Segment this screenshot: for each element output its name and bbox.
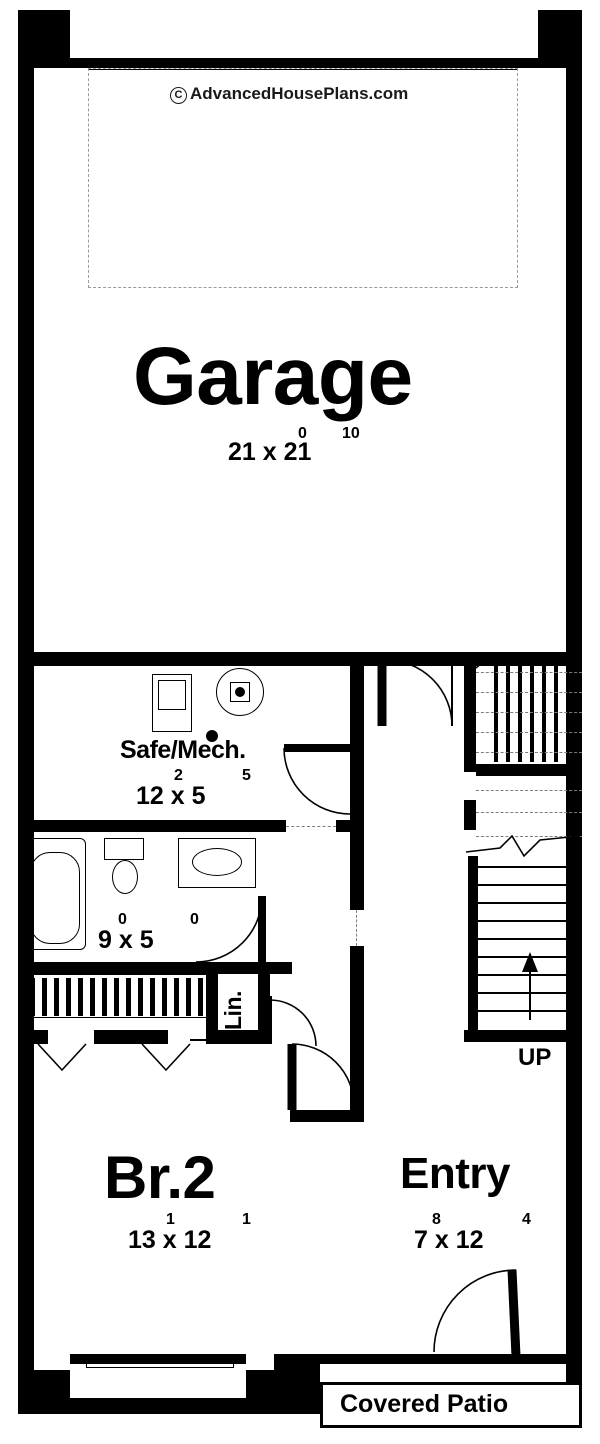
closet-hatch xyxy=(126,978,131,1016)
closet-hatch xyxy=(198,978,203,1016)
watermark-text: AdvancedHousePlans.com xyxy=(190,84,409,103)
stair-tread xyxy=(476,866,582,868)
stair-tread xyxy=(518,666,522,762)
door-bath-swing xyxy=(196,896,262,962)
wall-safe-right xyxy=(350,652,364,822)
stair-tread xyxy=(476,884,582,886)
stair-tread xyxy=(566,666,570,762)
watermark xyxy=(170,84,408,104)
stair-tread xyxy=(476,992,582,994)
safemech-dim-sup-1: 2 xyxy=(174,767,183,784)
door-safe-swing xyxy=(284,748,350,814)
closet-hatch xyxy=(54,978,59,1016)
safe-opening-dashed xyxy=(286,826,336,827)
closet-hatch xyxy=(114,978,119,1016)
bath-dim-sup-1: 0 xyxy=(118,911,127,928)
window-bottom-left xyxy=(86,1360,234,1368)
entry-dim-text: 7 x 12 xyxy=(414,1226,484,1254)
wall-stair-bottom xyxy=(464,1030,582,1042)
stair-guide-dashed xyxy=(476,790,582,791)
stair-guide-dashed xyxy=(476,812,582,813)
linen-room-name: Lin. xyxy=(220,991,246,1030)
wall-segment xyxy=(18,1370,70,1414)
door-garage-entry xyxy=(382,660,452,726)
stair-guide-dashed xyxy=(476,672,582,673)
entry-room-name: Entry xyxy=(400,1149,510,1198)
toilet-tank-icon xyxy=(104,838,144,860)
bath-dimensions xyxy=(98,928,154,953)
safemech-dimensions xyxy=(136,784,206,809)
stair-tread xyxy=(530,666,534,762)
entry-dim-sup-2: 4 xyxy=(522,1211,531,1228)
stair-guide-dashed xyxy=(476,752,582,753)
door-br2-swing xyxy=(292,1044,354,1110)
stair-tread xyxy=(542,666,546,762)
wall-linen-left xyxy=(206,968,218,1044)
safemech-dim-text: 12 x 5 xyxy=(136,782,206,810)
wall-bath-right xyxy=(350,832,364,910)
toilet-bowl-icon xyxy=(112,860,138,894)
wall-safe-bottom-2 xyxy=(336,820,364,832)
stair-tread xyxy=(476,920,582,922)
stair-up-label: UP xyxy=(518,1044,552,1071)
br2-dim-text: 13 x 12 xyxy=(128,1226,212,1254)
wall-safe-bottom xyxy=(18,820,286,832)
stair-tread xyxy=(506,666,510,762)
wall-closet-bottom-2 xyxy=(94,1030,168,1044)
closet-hatch xyxy=(78,978,83,1016)
door-entry-swing xyxy=(434,1270,516,1356)
br2-room-name: Br.2 xyxy=(104,1144,216,1211)
stair-tread xyxy=(476,1010,582,1012)
wall-exterior-left xyxy=(18,10,34,1414)
stair-tread xyxy=(494,666,498,762)
wall-segment xyxy=(320,1354,582,1364)
stair-guide-dashed xyxy=(476,732,582,733)
stair-guide-dashed xyxy=(476,712,582,713)
stair-tread xyxy=(476,974,582,976)
closet-hatch xyxy=(186,978,191,1016)
br2-dim-sup-1: 1 xyxy=(166,1211,175,1228)
safemech-dim-sup-2: 5 xyxy=(242,767,251,784)
wall-bath-right-2 xyxy=(350,946,364,1062)
wall-segment xyxy=(246,1370,274,1414)
wall-bath-bottom xyxy=(18,962,268,974)
wall-br2-right-2 xyxy=(290,1110,364,1122)
garage-dim-sup-2: 10 xyxy=(342,425,360,442)
stair-tread xyxy=(476,938,582,940)
stair-guide-dashed xyxy=(476,692,582,693)
closet-hatch xyxy=(66,978,71,1016)
closet-hatch xyxy=(138,978,143,1016)
wall-stair-left-2 xyxy=(464,800,476,830)
bathtub-basin-icon xyxy=(30,852,80,944)
wall-segment xyxy=(274,1354,320,1414)
wall-garage-house xyxy=(18,652,582,666)
stair-guide-dashed xyxy=(476,836,582,837)
garage-dim-sup-1: 0 xyxy=(298,425,307,442)
closet-hatch xyxy=(102,978,107,1016)
stair-tread xyxy=(476,956,582,958)
wall-stair-left xyxy=(464,652,476,772)
entry-dimensions xyxy=(414,1228,484,1253)
wall-linen-right xyxy=(258,968,270,1044)
garage-room-name: Garage xyxy=(133,331,413,422)
copyright-icon: C xyxy=(170,87,187,104)
stair-tread xyxy=(476,902,582,904)
door-safe-panel xyxy=(284,744,352,752)
safemech-room-name: Safe/Mech. xyxy=(120,736,246,764)
bath-dim-text: 9 x 5 xyxy=(98,926,154,954)
closet-hatch xyxy=(174,978,179,1016)
entry-dim-sup-1: 8 xyxy=(432,1211,441,1228)
closet-hatch xyxy=(150,978,155,1016)
closet-hatch xyxy=(30,978,35,1016)
furnace-core-icon xyxy=(235,687,245,697)
covered-patio-label: Covered Patio xyxy=(340,1390,509,1418)
sink-basin-icon xyxy=(192,848,242,876)
closet-hatch xyxy=(42,978,47,1016)
garage-dim-text: 21 x 21 xyxy=(228,438,312,466)
stair-break-line xyxy=(466,836,580,856)
closet-hatch xyxy=(90,978,95,1016)
br2-dimensions xyxy=(128,1228,211,1253)
bath-opening-dashed-1 xyxy=(356,910,357,946)
wall-closet-bottom xyxy=(18,1030,48,1044)
door-linen-swing xyxy=(268,996,316,1046)
garage-dimensions xyxy=(228,440,311,465)
water-heater-inner-icon xyxy=(158,680,186,710)
stair-tread xyxy=(554,666,558,762)
wall-stair-bottom-upper xyxy=(476,764,582,776)
bath-dim-sup-2: 0 xyxy=(190,911,199,928)
br2-dim-sup-2: 1 xyxy=(242,1211,251,1228)
closet-hatch xyxy=(162,978,167,1016)
